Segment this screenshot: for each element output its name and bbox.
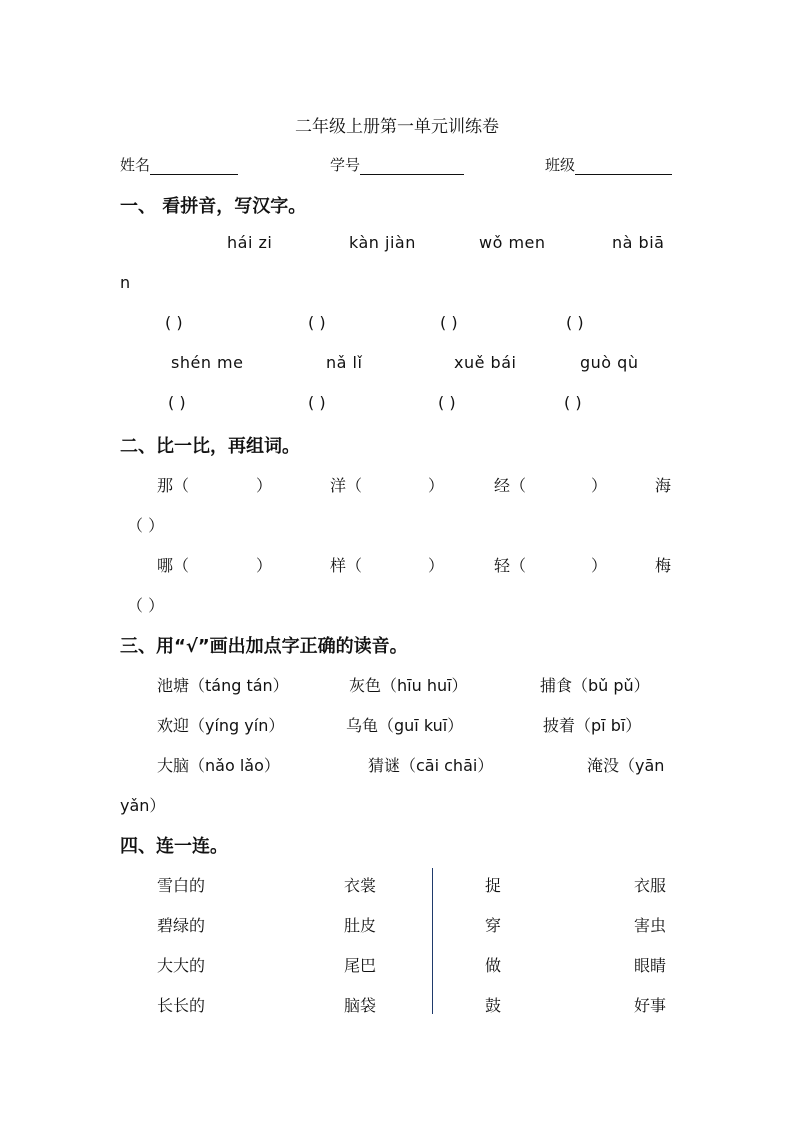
section-3-heading: 三、用“√”画出加点字正确的读音。 [120,636,408,657]
pinyin-item: hái zi [227,233,273,252]
class-field[interactable] [545,154,672,175]
match-item[interactable]: 肚皮 [344,916,377,935]
match-item[interactable]: 害虫 [634,916,667,935]
pinyin-item: nà biā [612,233,665,252]
reading-choice[interactable]: 欢迎（yíng yín） [157,716,285,735]
name-label: 姓名 [120,156,151,174]
answer-blank[interactable]: ( ) [308,313,326,332]
compare-char: 洋（ [330,476,363,495]
compare-char: 哪（ [157,556,190,575]
name-blank[interactable] [150,158,238,175]
reading-choice[interactable]: 乌龟（guī kuī） [346,716,464,735]
class-label: 班级 [545,156,576,174]
answer-blank[interactable]: ( ) [308,393,326,412]
answer-blank[interactable]: ( ) [566,313,584,332]
close-paren: ） [591,476,608,495]
compare-char: 样（ [330,556,363,575]
match-item[interactable]: 衣裳 [344,876,377,895]
compare-char: 海 [655,476,672,495]
close-paren: ） [591,556,608,575]
section-4-heading: 四、连一连。 [120,836,228,857]
pinyin-item: guò qù [580,353,639,372]
reading-choice[interactable]: 池塘（táng tán） [157,676,289,695]
compare-char: 那（ [157,476,190,495]
answer-blank[interactable]: ( ) [564,393,582,412]
reading-choice[interactable]: 猜谜（cāi chāi） [368,756,494,775]
match-item[interactable]: 碧绿的 [157,916,206,935]
class-blank[interactable] [575,158,672,175]
number-blank[interactable] [360,158,464,175]
compare-char: 梅 [655,556,672,575]
compare-char: 经（ [494,476,527,495]
pinyin-item: xuě bái [454,353,517,372]
close-paren: ） [428,476,445,495]
close-paren: ） [256,476,273,495]
match-item[interactable]: 好事 [634,996,667,1015]
reading-choice[interactable]: 大脑（nǎo lǎo） [157,756,280,775]
pinyin-item: nǎ lǐ [326,353,363,372]
pinyin-wrap: n [120,273,131,292]
match-item[interactable]: 尾巴 [344,956,377,975]
section-2-heading: 二、比一比，再组词。 [120,436,300,457]
pinyin-item: wǒ men [479,233,546,252]
reading-choice[interactable]: 灰色（hīu huī） [349,676,468,695]
name-field[interactable] [120,154,238,175]
match-item[interactable]: 鼓 [485,996,502,1015]
match-item[interactable]: 做 [485,956,502,975]
page-title: 二年级上册第一单元训练卷 [295,117,499,137]
match-item[interactable]: 雪白的 [157,876,206,895]
match-item[interactable]: 大大的 [157,956,206,975]
reading-wrap: yǎn） [120,796,166,815]
reading-choice[interactable]: 淹没（yān [587,756,665,775]
reading-choice[interactable]: 披着（pī bī） [543,716,642,735]
number-label: 学号 [330,156,361,174]
match-item[interactable]: 捉 [485,876,502,895]
reading-choice[interactable]: 捕食（bǔ pǔ） [540,676,650,695]
match-item[interactable]: 眼睛 [634,956,667,975]
section-1-heading: 一、 看拼音，写汉字。 [120,196,307,217]
answer-blank[interactable]: （ ） [127,596,165,615]
answer-blank[interactable]: （ ） [127,516,165,535]
number-field[interactable] [330,154,464,175]
match-item[interactable]: 脑袋 [344,996,377,1015]
answer-blank[interactable]: ( ) [165,313,183,332]
close-paren: ） [428,556,445,575]
compare-char: 轻（ [494,556,527,575]
answer-blank[interactable]: ( ) [438,393,456,412]
match-item[interactable]: 穿 [485,916,502,935]
close-paren: ） [256,556,273,575]
pinyin-item: shén me [171,353,244,372]
answer-blank[interactable]: ( ) [440,313,458,332]
pinyin-item: kàn jiàn [349,233,416,252]
match-item[interactable]: 衣服 [634,876,667,895]
match-item[interactable]: 长长的 [157,996,206,1015]
column-divider [432,868,433,1014]
answer-blank[interactable]: ( ) [168,393,186,412]
